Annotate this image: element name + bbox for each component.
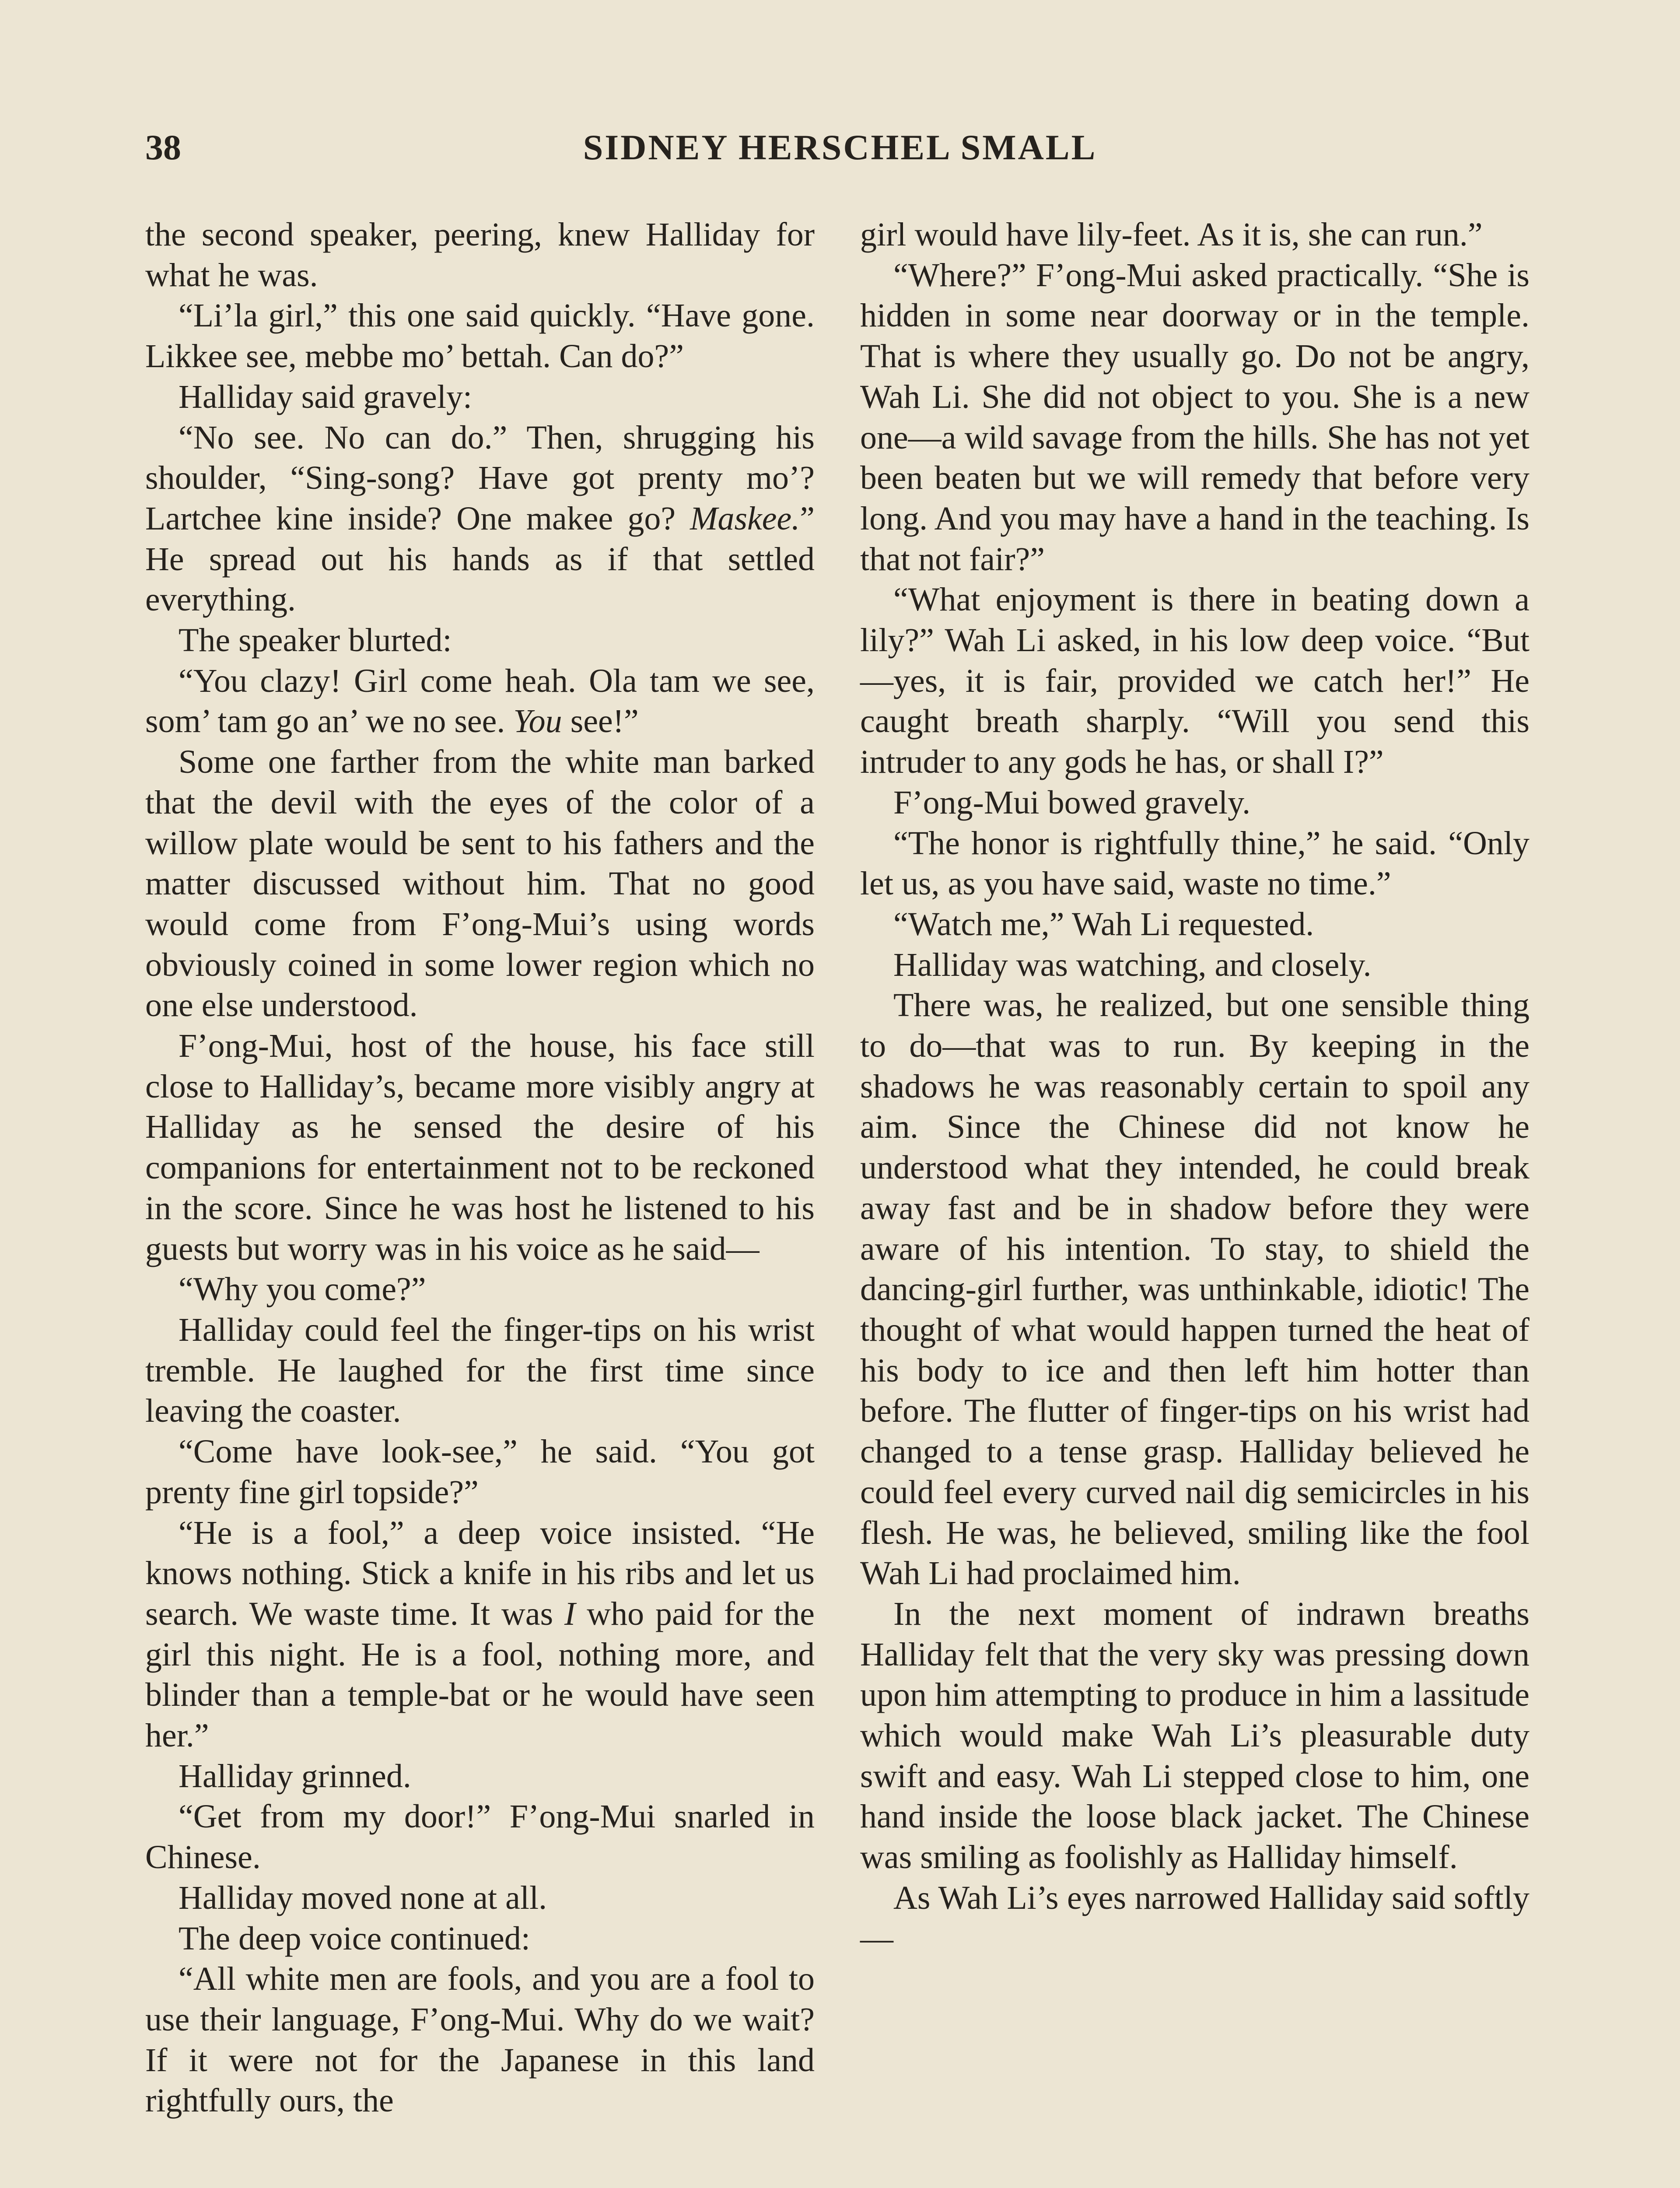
paragraph-text: The deep voice continued: (178, 1920, 531, 1957)
paragraph-text: “Come have look-see,” he said. “You got prenty fine girl topside?” (145, 1433, 815, 1511)
paragraph-text: The speaker blurted: (178, 622, 452, 659)
paragraph-text: “Where?” F’ong-Mui asked practically. “She is hidden in some near doorway or in the temple. That is where they usually go. Do not be angry, Wah Li. She did not object to you. She is a new one—a wild savage from the hills. She has not yet been beaten but we will remedy that before very long. And you may have a hand in the teaching. Is that not fair?” (860, 256, 1530, 578)
right-column (860, 214, 1530, 1959)
paragraph (860, 782, 1530, 823)
paragraph-text: “No see. No can do.” Then, shrugging his shoulder, “Sing-song? Have got prenty mo’? Lartchee kine inside? One makee go? (145, 419, 815, 537)
paragraph (860, 945, 1530, 985)
paragraph-text: Halliday said gravely: (178, 378, 472, 415)
paragraph-text: As Wah Li’s eyes narrowed Halliday said softly— (860, 1879, 1530, 1957)
paragraph (145, 620, 815, 661)
paragraph (860, 1594, 1530, 1878)
paragraph-text: There was, he realized, but one sensible thing to do—that was to run. By keeping in the shadows he was reasonably certain to spoil any aim. Since the Chinese did not know he understood what they intended, he could break away fast and be in shadow before they were aware of his intention. To stay, to shield the dancing-girl further, was unthinkable, idiotic! The thought of what would happen turned the heat of his body to ice and then left him hotter than before. The flutter of finger-tips on his wrist had changed to a tense grasp. Halliday believed he could feel every curved nail dig semicircles in his flesh. He was, he believed, smiling like the fool Wah Li had proclaimed him. (860, 987, 1530, 1592)
paragraph-text: the second speaker, peering, knew Halliday for what he was. (145, 216, 815, 294)
paragraph (145, 1959, 815, 2121)
left-column (145, 214, 815, 2121)
paragraph (145, 742, 815, 1026)
paragraph-text: In the next moment of indrawn breaths Halliday felt that the very sky was pressing down upon him attempting to produce in him a lassitude which would make Wah Li’s pleasurable duty swift and easy. Wah Li stepped close to him, one hand inside the loose black jacket. The Chinese was smiling as foolishly as Halliday himself. (860, 1595, 1530, 1876)
paragraph-text: “Watch me,” Wah Li requested. (893, 905, 1314, 943)
paragraph-text: “All white men are fools, and you are a fool to use their language, F’ong-Mui. Why do we wait? If it were not for the Japanese in this land rightfully ours, the (145, 1960, 815, 2119)
paragraph (860, 985, 1530, 1594)
paragraph-text: see!” (562, 703, 639, 740)
paragraph-text: Halliday was watching, and closely. (893, 946, 1372, 983)
italic-text: You (513, 703, 562, 740)
paragraph (145, 1513, 815, 1756)
paragraph (145, 214, 815, 295)
paragraph (145, 417, 815, 621)
paragraph (145, 1796, 815, 1877)
italic-text: I (564, 1595, 576, 1632)
paragraph (860, 823, 1530, 904)
paragraph (145, 1310, 815, 1431)
paragraph (145, 377, 815, 417)
paragraph (145, 1431, 815, 1512)
paragraph (145, 295, 815, 376)
paragraph-text: Halliday moved none at all. (178, 1879, 547, 1916)
running-head: SIDNEY HERSCHEL SMALL (583, 127, 1097, 167)
paragraph-text: “He is a fool,” a deep voice insisted. “He knows nothing. Stick a knife in his ribs and let us search. We waste time. It was (145, 1514, 815, 1632)
paragraph (145, 1756, 815, 1797)
paragraph-text: Some one farther from the white man barked that the devil with the eyes of the color of a willow plate would be sent to his fathers and the matter discussed without him. That no good would come from F’ong-Mui’s using words obviously coined in some lower region which no one else understood. (145, 743, 815, 1024)
paragraph-text: Halliday could feel the finger-tips on his wrist tremble. He laughed for the first time since leaving the coaster. (145, 1311, 815, 1430)
paragraph (145, 1026, 815, 1269)
paragraph-text: “What enjoyment is there in beating down a lily?” Wah Li asked, in his low deep voice. “But—yes, it is fair, provided we catch her!” He caught breath sharply. “Will you send this intruder to any gods he has, or shall I?” (860, 581, 1530, 781)
paragraph-text: Halliday grinned. (178, 1757, 411, 1795)
paragraph-text: “The honor is rightfully thine,” he said. “Only let us, as you have said, waste no time.” (860, 824, 1530, 902)
paragraph-text: “Get from my door!” F’ong-Mui snarled in Chinese. (145, 1798, 815, 1876)
paragraph-text: “Li’la girl,” this one said quickly. “Have gone. Likkee see, mebbe mo’ bettah. Can do?” (145, 297, 815, 375)
paragraph-text: girl would have lily-feet. As it is, she can run.” (860, 216, 1483, 253)
paragraph (860, 579, 1530, 782)
paragraph-text: “Why you come?” (178, 1271, 426, 1308)
paragraph (145, 1878, 815, 1918)
page-number: 38 (145, 127, 181, 167)
paragraph-text: ” He spread out his hands as if that settled everything. (145, 500, 815, 618)
paragraph-text: F’ong-Mui, host of the house, his face still close to Halliday’s, became more visibly angry at Halliday as he sensed the desire of his companions for entertainment not to be reckoned in the score. Since he was host he listened to his guests but worry was in his voice as he said— (145, 1027, 815, 1267)
paragraph-text: who paid for the girl this night. He is a fool, nothing more, and blinder than a temple-bat or he would have seen her.” (145, 1595, 815, 1754)
paragraph (145, 1918, 815, 1959)
paragraph-text: F’ong-Mui bowed gravely. (893, 784, 1251, 821)
italic-text: Maskee. (690, 500, 800, 537)
paragraph (860, 214, 1530, 255)
paragraph (860, 255, 1530, 580)
paragraph (145, 661, 815, 742)
paragraph-text: “You clazy! Girl come heah. Ola tam we see, som’ tam go an’ we no see. (145, 662, 815, 740)
paragraph (860, 904, 1530, 945)
paragraph (145, 1269, 815, 1310)
paragraph (860, 1878, 1530, 1959)
